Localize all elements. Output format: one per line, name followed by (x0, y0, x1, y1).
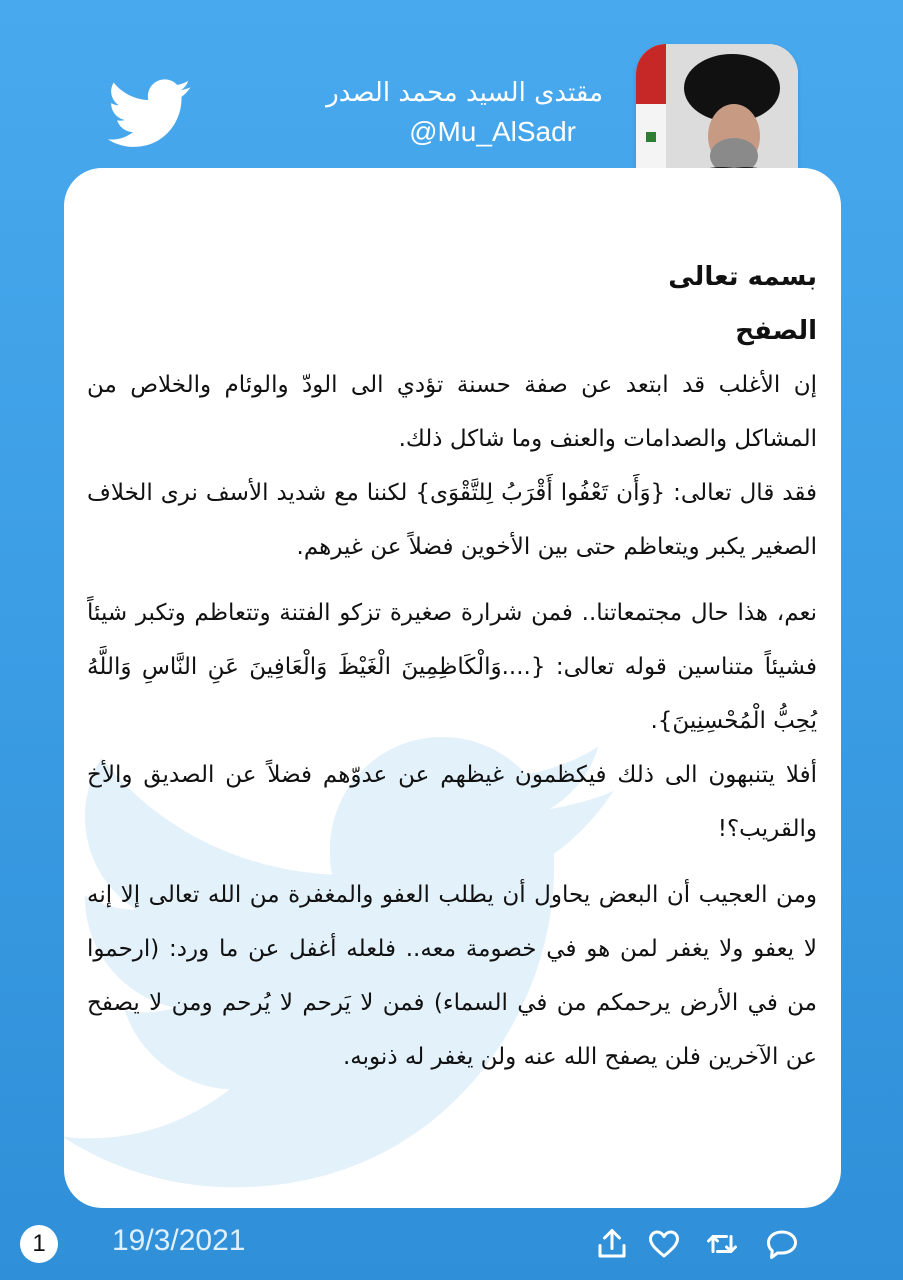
post-subtitle: الصفح (735, 316, 817, 346)
twitter-bird-icon (108, 78, 192, 150)
post-title: بسمه تعالى (668, 262, 817, 292)
paragraph: فقد قال تعالى: {وَأَن تَعْفُوا أَقْرَبُ لِلتَّقْوَى} لكننا مع شديد الأسف نرى الخلاف الصغير يكبر ويتعاظم حتى بين الأخوين فضلاً عن غيرهم. (87, 480, 817, 560)
tweet-text (87, 250, 817, 1084)
paragraph: ومن العجيب أن البعض يحاول أن يطلب العفو والمغفرة من الله تعالى إلا إنه لا يعفو ولا يغفر لمن هو في خصومة معه.. فلعله أغفل عن ما ورد: (ارحموا من في الأرض يرحمكم من في السماء) فمن لا يَرحم لا يُرحم ومن لا يصفح عن الآخرين فلن يصفح الله عنه ولن يغفر له ذنوبه. (87, 882, 817, 1070)
author-handle[interactable]: @Mu_AlSadr (409, 116, 576, 147)
tweet-date: 19/3/2021 (112, 1224, 246, 1257)
paragraph: أفلا يتنبهون الى ذلك فيكظمون غيظهم عن عدوّهم فضلاً عن الصديق والأخ والقريب؟! (87, 762, 817, 842)
page-number-badge: 1 (20, 1225, 58, 1263)
retweet-icon[interactable] (704, 1226, 740, 1262)
paragraph: إن الأغلب قد ابتعد عن صفة حسنة تؤدي الى الودّ والوئام والخلاص من المشاكل والصدامات والعنف وما شاكل ذلك. (87, 372, 817, 452)
tweet-actions (594, 1226, 804, 1262)
tweet-card (64, 168, 841, 1208)
footer (0, 1208, 903, 1280)
author-name[interactable]: مقتدى السيد محمد الصدر (326, 78, 603, 108)
like-heart-icon[interactable] (646, 1226, 682, 1262)
paragraph: نعم، هذا حال مجتمعاتنا.. فمن شرارة صغيرة تزكو الفتنة وتتعاظم وتكبر شيئاً فشيئاً متناسين قوله تعالى: {....وَالْكَاظِمِينَ الْغَيْظَ وَالْعَافِينَ عَنِ النَّاسِ وَاللَّهُ يُحِبُّ الْمُحْسِنِينَ}. (87, 600, 817, 734)
share-icon[interactable] (594, 1226, 630, 1262)
reply-icon[interactable] (764, 1226, 800, 1262)
